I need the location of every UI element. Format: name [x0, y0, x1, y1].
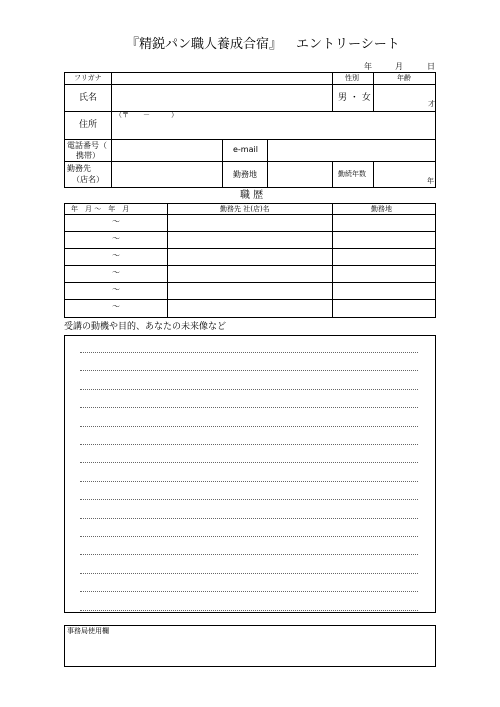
date-month-label: 月	[395, 62, 403, 71]
career-row-period[interactable]: ～	[112, 302, 120, 311]
name-label: 氏名	[79, 93, 98, 103]
career-col-company: 勤務先 社(店)名	[220, 205, 270, 213]
writing-line	[80, 591, 418, 592]
divider	[167, 203, 168, 318]
divider	[332, 161, 333, 188]
writing-line	[80, 481, 418, 482]
divider	[332, 203, 333, 318]
divider	[332, 72, 333, 111]
years-unit: 年	[427, 177, 434, 185]
form-subtitle: エントリーシート	[296, 37, 400, 52]
career-col-location: 勤務地	[371, 205, 392, 213]
writing-line	[80, 573, 418, 574]
office-use-label: 事務局使用欄	[67, 627, 109, 635]
divider	[64, 282, 436, 283]
divider	[64, 248, 436, 249]
career-row-period[interactable]: ～	[112, 285, 120, 294]
divider	[64, 299, 436, 300]
writing-line	[80, 536, 418, 537]
address-field[interactable]	[112, 112, 435, 139]
address-label: 住所	[79, 120, 98, 130]
gender-label: 性別	[345, 74, 359, 82]
writing-line	[80, 462, 418, 463]
writing-line	[80, 389, 418, 390]
form-title: 『精鋭パン職人養成合宿』	[126, 37, 283, 52]
career-col-period: 年 月 ～ 年 月	[71, 205, 130, 213]
career-heading: 職 歴	[240, 190, 264, 201]
career-row-period[interactable]: ～	[112, 268, 120, 277]
age-field[interactable]	[374, 85, 435, 111]
writing-line	[80, 444, 418, 445]
writing-line	[80, 610, 418, 611]
writing-line	[80, 426, 418, 427]
postal-code-hint: （〒 － ）	[115, 111, 178, 119]
email-field[interactable]	[268, 140, 435, 161]
phone-label-mobile: 携帯）	[76, 151, 100, 160]
workplace-label: 勤務先	[67, 164, 91, 173]
motivation-heading: 受講の動機や目的、あなたの未来像など	[64, 322, 227, 332]
years-of-service-label: 勤続年数	[338, 170, 366, 178]
writing-line	[80, 554, 418, 555]
phone-label: 電話番号（	[67, 141, 107, 150]
email-label: e-mail	[233, 145, 258, 154]
writing-line	[80, 407, 418, 408]
workplace-field[interactable]	[112, 162, 222, 188]
work-location-label: 勤務地	[233, 170, 257, 179]
writing-line	[80, 352, 418, 353]
workplace-label-store: （店名）	[72, 175, 104, 184]
furigana-field[interactable]	[112, 73, 331, 84]
date-day-label: 日	[427, 62, 435, 71]
writing-line	[80, 370, 418, 371]
name-field[interactable]	[112, 85, 331, 111]
career-row-period[interactable]: ～	[112, 251, 120, 260]
writing-line	[80, 499, 418, 500]
gender-options[interactable]: 男 ・ 女	[338, 93, 371, 103]
career-row-period[interactable]: ～	[112, 234, 120, 243]
divider	[64, 214, 436, 215]
office-use-box	[64, 625, 436, 667]
age-unit: 才	[428, 100, 435, 108]
motivation-field[interactable]	[64, 335, 436, 613]
age-label: 年齢	[397, 74, 411, 82]
writing-line	[80, 518, 418, 519]
divider	[64, 265, 436, 266]
work-location-field[interactable]	[268, 162, 332, 188]
divider	[64, 231, 436, 232]
date-year-label: 年	[364, 62, 372, 71]
furigana-label: フリガナ	[74, 74, 102, 82]
career-row-period[interactable]: ～	[112, 217, 120, 226]
years-of-service-field[interactable]	[374, 162, 435, 188]
phone-field[interactable]	[112, 140, 222, 161]
divider	[222, 139, 223, 188]
